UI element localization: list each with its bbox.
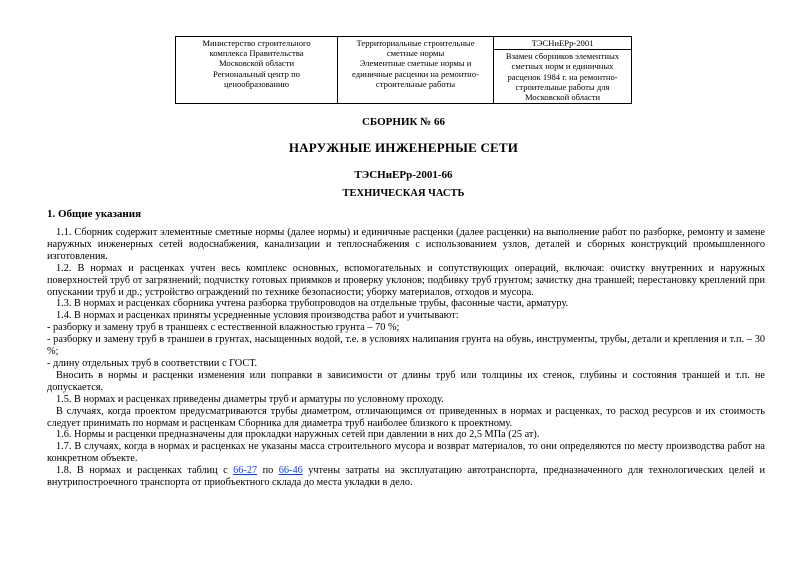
paragraph-1-8 <box>47 465 765 489</box>
list-item-dash-3: - длину отдельных труб в соответствии с ГОСТ. <box>47 357 258 369</box>
header-code-cell <box>494 37 632 104</box>
collection-number: СБОРНИК № 66 <box>361 116 446 128</box>
paragraph-1-4: 1.4. В нормах и расценках приняты усредненные условия производства работ и учитывают: <box>56 310 459 322</box>
header-code: ТЭСНиЕРр-2001 <box>494 37 631 50</box>
list-item-dash-1: - разборку и замену труб в траншеях с естественной влажностью грунта – 70 %; <box>47 322 400 334</box>
list-item-dash-2: - разборку и замену труб в траншеи в грунтах, насыщенных водой, т.е. в условиях налипания грунта на обувь, инструменты, трубы, детали и крепления и т.п. – 30 %; <box>47 334 765 358</box>
header-replaces-note: Взамен сборников элементных сметных норм и единичных расценок 1984 г. на ремонтно- строительные работы для Московской области <box>505 51 620 103</box>
table-66-46-link[interactable]: 66-46 <box>278 465 303 477</box>
collection-name: НАРУЖНЫЕ ИНЖЕНЕРНЫЕ СЕТИ <box>288 140 519 155</box>
section-heading: 1. Общие указания <box>47 208 142 220</box>
header-table <box>175 36 632 104</box>
document-body <box>47 227 765 489</box>
paragraph-1-2: 1.2. В нормах и расценках учтен весь комплекс основных, вспомогательных и сопутствующих операций, включая: очистку внутренних и наружных поверхностей труб от загрязнений; подчистку готовых приямков и проверку уклонов; подбивку труб грунтом; зачистку дна траншей; перестановку креплений при опускании труб и др.; устройство ограждений по технике безопасности; уборку материалов, отходов и мусора. <box>47 262 765 298</box>
paragraph-1-7: 1.7. В случаях, когда в нормах и расценках не указаны масса строительного мусора и возврат материалов, то они определяются по месту производства работ на конкретном объекте. <box>47 441 765 465</box>
table-66-27-link[interactable]: 66-27 <box>233 465 258 477</box>
paragraph-1-6: 1.6. Нормы и расценки предназначены для прокладки наружных сетей при давлении в них до 2,5 МПа (25 ат). <box>56 429 540 441</box>
paragraph-1-8-text-a: 1.8. В нормах и расценках таблиц с <box>56 465 234 477</box>
paragraph-1-8-text-b: по <box>257 465 279 477</box>
paragraph-1-3: 1.3. В нормах и расценках сборника учтена разборка трубопроводов на отдельные трубы, фасонные части, арматуру. <box>56 298 569 310</box>
header-norms-cell: Территориальные строительные сметные нормы Элементные сметные нормы и единичные расценки на ремонтно- строительные работы <box>338 37 494 104</box>
paragraph-diameter-cases: В случаях, когда проектом предусматриваются трубы диаметром, отличающимся от приведенных в нормах и расценках, то расход ресурсов и их стоимость следует принимать по нормам и расценкам Сборника для диаметра труб наиболее близкого к проектному. <box>47 405 765 429</box>
paragraph-amendments: Вносить в нормы и расценки изменения или поправки в зависимости от длины труб или толщины их стенок, глубины и состояния траншей и т.п. не допускается. <box>47 369 765 393</box>
paragraph-1-5: 1.5. В нормах и расценках приведены диаметры труб и арматуры по условному проходу. <box>56 393 444 405</box>
header-ministry-cell: Министерство строительного комплекса Правительства Московской области Региональный центр по ценообразованию <box>176 37 338 104</box>
collection-code: ТЭСНиЕРр-2001-66 <box>354 169 453 181</box>
paragraph-1-1: 1.1. Сборник содержит элементные сметные нормы (далее нормы) и единичные расценки (далее расценки) на выполнение работ по разборке, ремонту и замене наружных инженерных сетей водоснабжения, канализации и теплоснабжения с использованием узлов, деталей и сборных конструкций промышленного изготовления. <box>47 227 765 262</box>
paragraph-1-8-text-c: учтены затраты на эксплуатацию автотранспорта, предназначенного для технологических целей и внутрипостроечного транспорта от приобъектного склада до места укладки в дело. <box>47 465 766 489</box>
part-title: ТЕХНИЧЕСКАЯ ЧАСТЬ <box>342 188 465 199</box>
